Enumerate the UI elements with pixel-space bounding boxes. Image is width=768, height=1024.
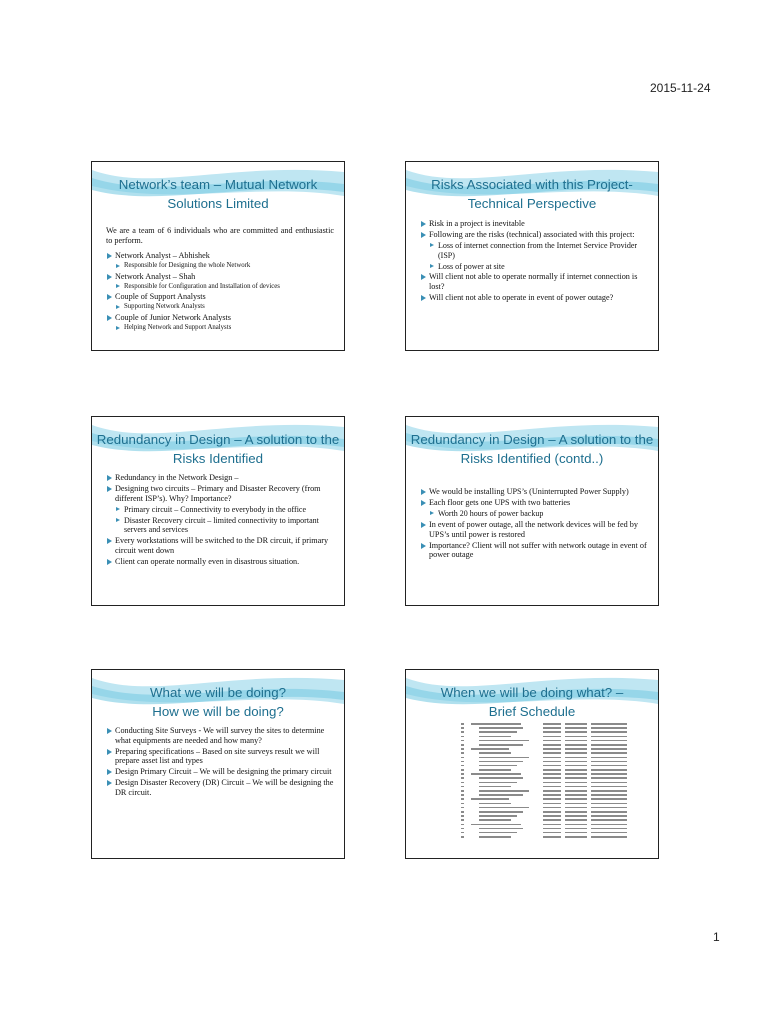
schedule-cell (461, 736, 464, 738)
schedule-cell (565, 790, 587, 792)
schedule-cell (543, 777, 561, 779)
schedule-cell (565, 765, 587, 767)
schedule-cell (565, 786, 587, 788)
schedule-cell (543, 824, 561, 826)
schedule-cell (591, 836, 627, 838)
schedule-table-thumbnail (461, 722, 631, 842)
schedule-cell (479, 811, 523, 813)
schedule-cell (565, 815, 587, 817)
schedule-cell (461, 782, 464, 784)
sub-bullet: Disaster Recovery circuit – limited connectivity to important servers and services (106, 516, 334, 535)
bullet: Design Primary Circuit – We will be designing the primary circuit (106, 767, 334, 777)
schedule-cell (591, 815, 627, 817)
bullet: In event of power outage, all the network devices will be fed by UPS’s until power is restored (420, 520, 648, 539)
schedule-cell (461, 765, 464, 767)
schedule-cell (479, 790, 529, 792)
schedule-cell (479, 786, 511, 788)
schedule-cell (543, 832, 561, 834)
schedule-cell (461, 723, 464, 725)
schedule-cell (479, 828, 523, 830)
schedule-cell (565, 803, 587, 805)
schedule-cell (461, 811, 464, 813)
schedule-cell (479, 761, 523, 763)
bullet: Each floor gets one UPS with two batteries (420, 498, 648, 508)
bullet: Preparing specifications – Based on site surveys result we will prepare asset list and types (106, 747, 334, 766)
schedule-cell (461, 790, 464, 792)
sub-bullet: Loss of power at site (420, 262, 648, 271)
bullet: We would be installing UPS’s (Uninterrupted Power Supply) (420, 487, 648, 497)
schedule-cell (471, 748, 509, 750)
schedule-cell (565, 807, 587, 809)
schedule-cell (591, 811, 627, 813)
schedule-cell (591, 824, 627, 826)
schedule-cell (471, 723, 521, 725)
schedule-cell (565, 828, 587, 830)
slide-body (106, 226, 334, 334)
schedule-cell (461, 794, 464, 796)
schedule-cell (565, 773, 587, 775)
schedule-cell (461, 731, 464, 733)
schedule-cell (461, 815, 464, 817)
schedule-cell (591, 790, 627, 792)
schedule-cell (543, 811, 561, 813)
schedule-cell (461, 744, 464, 746)
schedule-cell (591, 819, 627, 821)
sub-bullet: Responsible for Configuration and Installation of devices (106, 283, 334, 291)
schedule-cell (543, 769, 561, 771)
schedule-cell (461, 727, 464, 729)
schedule-cell (461, 798, 464, 800)
schedule-cell (543, 765, 561, 767)
schedule-cell (591, 736, 627, 738)
schedule-cell (461, 773, 464, 775)
schedule-cell (591, 769, 627, 771)
slide-title: When we will be doing what? – Brief Schedule (440, 685, 624, 719)
page-date: 2015-11-24 (650, 81, 711, 95)
schedule-cell (565, 819, 587, 821)
schedule-cell (479, 765, 517, 767)
schedule-cell (565, 727, 587, 729)
schedule-cell (565, 782, 587, 784)
schedule-cell (479, 819, 511, 821)
schedule-cell (479, 731, 517, 733)
schedule-cell (565, 794, 587, 796)
schedule-cell (543, 815, 561, 817)
sub-bullet: Worth 20 hours of power backup (420, 509, 648, 518)
schedule-cell (461, 761, 464, 763)
sub-bullet: Primary circuit – Connectivity to everybody in the office (106, 505, 334, 514)
bullet: Network Analyst – Shah (106, 272, 334, 282)
schedule-cell (565, 752, 587, 754)
schedule-cell (543, 790, 561, 792)
schedule-cell (479, 807, 529, 809)
schedule-cell (565, 736, 587, 738)
schedule-cell (591, 740, 627, 742)
schedule-cell (543, 819, 561, 821)
sub-bullet: Loss of internet connection from the Internet Service Provider (ISP) (420, 241, 648, 260)
schedule-cell (543, 828, 561, 830)
slide-title: Risks Associated with this Project-Technical Perspective (431, 177, 633, 211)
slide-body (420, 219, 648, 304)
schedule-cell (543, 744, 561, 746)
schedule-cell (565, 740, 587, 742)
schedule-cell (543, 731, 561, 733)
schedule-cell (479, 769, 511, 771)
schedule-cell (543, 794, 561, 796)
schedule-cell (565, 798, 587, 800)
slide-title: Redundancy in Design – A solution to the Risks Identified (contd..) (410, 432, 654, 466)
schedule-cell (461, 740, 464, 742)
schedule-cell (591, 723, 627, 725)
schedule-cell (543, 727, 561, 729)
bullet: Couple of Support Analysts (106, 292, 334, 302)
schedule-cell (565, 836, 587, 838)
schedule-cell (479, 777, 523, 779)
bullet: Risk in a project is inevitable (420, 219, 648, 229)
schedule-cell (461, 819, 464, 821)
schedule-cell (543, 740, 561, 742)
schedule-cell (565, 723, 587, 725)
schedule-cell (461, 769, 464, 771)
sub-bullet: Helping Network and Support Analysts (106, 324, 334, 332)
schedule-cell (461, 832, 464, 834)
schedule-cell (565, 731, 587, 733)
schedule-cell (479, 782, 517, 784)
slide-body (420, 487, 648, 561)
schedule-cell (565, 824, 587, 826)
schedule-cell (479, 803, 511, 805)
schedule-cell (565, 832, 587, 834)
schedule-cell (591, 773, 627, 775)
schedule-cell (591, 727, 627, 729)
schedule-cell (591, 761, 627, 763)
slide-body (106, 473, 334, 568)
slide-4 (405, 416, 659, 606)
schedule-cell (591, 777, 627, 779)
sub-bullet: Supporting Network Analysts (106, 303, 334, 311)
schedule-cell (461, 836, 464, 838)
schedule-cell (543, 748, 561, 750)
schedule-cell (461, 803, 464, 805)
schedule-cell (591, 786, 627, 788)
schedule-cell (543, 723, 561, 725)
bullet: Will client not able to operate in event of power outage? (420, 293, 648, 303)
schedule-cell (543, 836, 561, 838)
slide-5 (91, 669, 345, 859)
schedule-cell (543, 761, 561, 763)
schedule-cell (461, 824, 464, 826)
slide-body (106, 726, 334, 799)
schedule-cell (461, 757, 464, 759)
schedule-cell (565, 744, 587, 746)
bullet: Network Analyst – Abhishek (106, 251, 334, 261)
slide-3 (91, 416, 345, 606)
schedule-cell (591, 798, 627, 800)
slide-1 (91, 161, 345, 351)
bullet: Conducting Site Surveys - We will survey the sites to determine what equipments are needed and how many? (106, 726, 334, 745)
schedule-cell (565, 748, 587, 750)
schedule-cell (479, 836, 511, 838)
schedule-cell (565, 811, 587, 813)
schedule-cell (591, 807, 627, 809)
schedule-cell (543, 736, 561, 738)
schedule-cell (479, 727, 523, 729)
schedule-cell (461, 748, 464, 750)
schedule-cell (479, 752, 511, 754)
schedule-cell (591, 748, 627, 750)
schedule-cell (479, 740, 529, 742)
schedule-row (461, 835, 631, 839)
schedule-cell (543, 773, 561, 775)
schedule-cell (543, 807, 561, 809)
schedule-cell (479, 794, 523, 796)
slide-intro: We are a team of 6 individuals who are committed and enthusiastic to perform. (106, 226, 334, 245)
schedule-cell (591, 782, 627, 784)
schedule-cell (479, 832, 517, 834)
schedule-cell (543, 752, 561, 754)
schedule-cell (543, 786, 561, 788)
bullet: Every workstations will be switched to the DR circuit, if primary circuit went down (106, 536, 334, 555)
sub-bullet: Responsible for Designing the whole Network (106, 262, 334, 270)
schedule-cell (565, 777, 587, 779)
schedule-cell (479, 736, 511, 738)
schedule-cell (591, 832, 627, 834)
page-number: 1 (713, 930, 720, 944)
bullet: Redundancy in the Network Design – (106, 473, 334, 483)
bullet: Couple of Junior Network Analysts (106, 313, 334, 323)
schedule-cell (479, 744, 523, 746)
schedule-cell (591, 794, 627, 796)
slide-title: What we will be doing? How we will be doing? (150, 685, 286, 719)
bullet: Design Disaster Recovery (DR) Circuit – We will be designing the DR circuit. (106, 778, 334, 797)
schedule-cell (591, 765, 627, 767)
schedule-cell (543, 803, 561, 805)
schedule-cell (461, 807, 464, 809)
slide-2 (405, 161, 659, 351)
bullet: Following are the risks (technical) associated with this project: (420, 230, 648, 240)
slide-6 (405, 669, 659, 859)
slide-title: Redundancy in Design – A solution to the Risks Identified (96, 432, 340, 466)
schedule-cell (591, 828, 627, 830)
schedule-cell (543, 782, 561, 784)
schedule-cell (471, 798, 509, 800)
bullet: Importance? Client will not suffer with network outage in event of power outage (420, 541, 648, 560)
bullet: Client can operate normally even in disastrous situation. (106, 557, 334, 567)
schedule-cell (543, 798, 561, 800)
slide-title: Network’s team – Mutual Network Solutions Limited (118, 177, 318, 211)
schedule-cell (565, 761, 587, 763)
schedule-cell (591, 803, 627, 805)
schedule-cell (479, 757, 529, 759)
schedule-cell (461, 786, 464, 788)
schedule-cell (461, 752, 464, 754)
bullet: Designing two circuits – Primary and Disaster Recovery (from different ISP’s). Why? Importance? (106, 484, 334, 503)
schedule-cell (565, 757, 587, 759)
bullet: Will client not able to operate normally if internet connection is lost? (420, 272, 648, 291)
schedule-cell (591, 744, 627, 746)
schedule-cell (471, 773, 521, 775)
schedule-cell (591, 731, 627, 733)
schedule-cell (591, 752, 627, 754)
schedule-cell (565, 769, 587, 771)
schedule-cell (591, 757, 627, 759)
schedule-cell (479, 815, 517, 817)
schedule-cell (471, 824, 521, 826)
schedule-cell (543, 757, 561, 759)
schedule-cell (461, 828, 464, 830)
schedule-cell (461, 777, 464, 779)
